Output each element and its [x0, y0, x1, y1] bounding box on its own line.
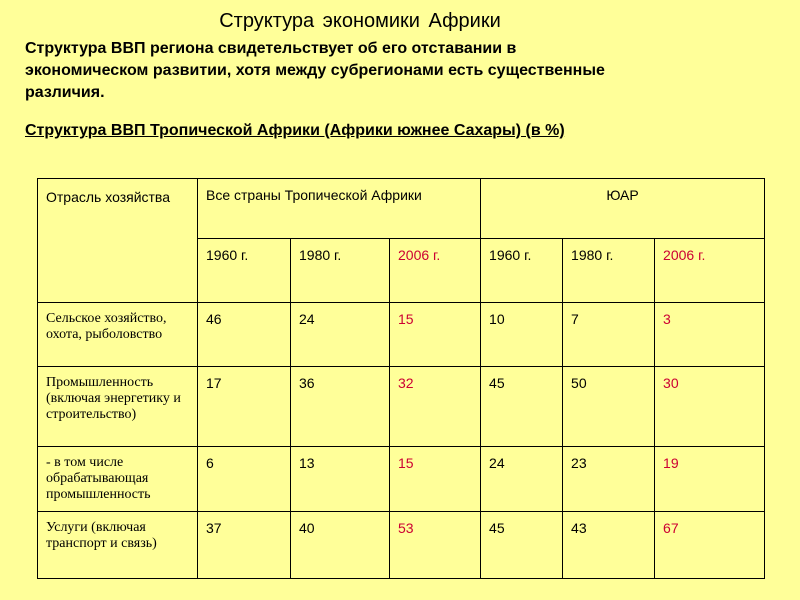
- table-row: [38, 367, 765, 447]
- table-cell: 19: [655, 447, 765, 512]
- column-group-south-africa: ЮАР: [481, 179, 765, 239]
- column-header-sector: Отрасль хозяйства: [38, 179, 198, 303]
- table-cell: 50: [563, 367, 655, 447]
- table-caption: Структура ВВП Тропической Африки (Африки южнее Сахары) (в %): [25, 122, 565, 139]
- page-title: Структура экономики Африки: [219, 10, 501, 32]
- table-cell: 23: [563, 447, 655, 512]
- table-cell: 53: [390, 512, 481, 579]
- year-header: 1960 г.: [198, 239, 291, 303]
- table-header-row: [38, 179, 765, 239]
- row-label: - в том числе обрабатывающая промышленность: [38, 447, 198, 512]
- table-cell: 40: [291, 512, 390, 579]
- table-cell: 17: [198, 367, 291, 447]
- gdp-structure-table: [37, 178, 765, 579]
- row-label: Сельское хозяйство, охота, рыболовство: [38, 303, 198, 367]
- table-row: [38, 447, 765, 512]
- table-cell: 46: [198, 303, 291, 367]
- row-label: Промышленность (включая энергетику и строительство): [38, 367, 198, 447]
- table-cell: 15: [390, 303, 481, 367]
- row-label: Услуги (включая транспорт и связь): [38, 512, 198, 579]
- table-cell: 67: [655, 512, 765, 579]
- table-cell: 30: [655, 367, 765, 447]
- table-cell: 6: [198, 447, 291, 512]
- intro-text: Структура ВВП региона свидетельствует об его отставании в экономическом развитии, хотя между субрегионами есть существенные различия.: [25, 40, 605, 101]
- table-row: [38, 512, 765, 579]
- table-cell: 45: [481, 512, 563, 579]
- table-cell: 24: [291, 303, 390, 367]
- table-cell: 7: [563, 303, 655, 367]
- year-header: 2006 г.: [390, 239, 481, 303]
- year-header: 1980 г.: [291, 239, 390, 303]
- table-cell: 3: [655, 303, 765, 367]
- table-cell: 43: [563, 512, 655, 579]
- table-cell: 36: [291, 367, 390, 447]
- table-cell: 13: [291, 447, 390, 512]
- year-header: 2006 г.: [655, 239, 765, 303]
- table-cell: 15: [390, 447, 481, 512]
- table-cell: 10: [481, 303, 563, 367]
- column-group-tropical-africa: Все страны Тропической Африки: [198, 179, 481, 239]
- table-cell: 32: [390, 367, 481, 447]
- table-cell: 24: [481, 447, 563, 512]
- year-header: 1960 г.: [481, 239, 563, 303]
- table-cell: 37: [198, 512, 291, 579]
- table-row: [38, 303, 765, 367]
- table-cell: 45: [481, 367, 563, 447]
- year-header: 1980 г.: [563, 239, 655, 303]
